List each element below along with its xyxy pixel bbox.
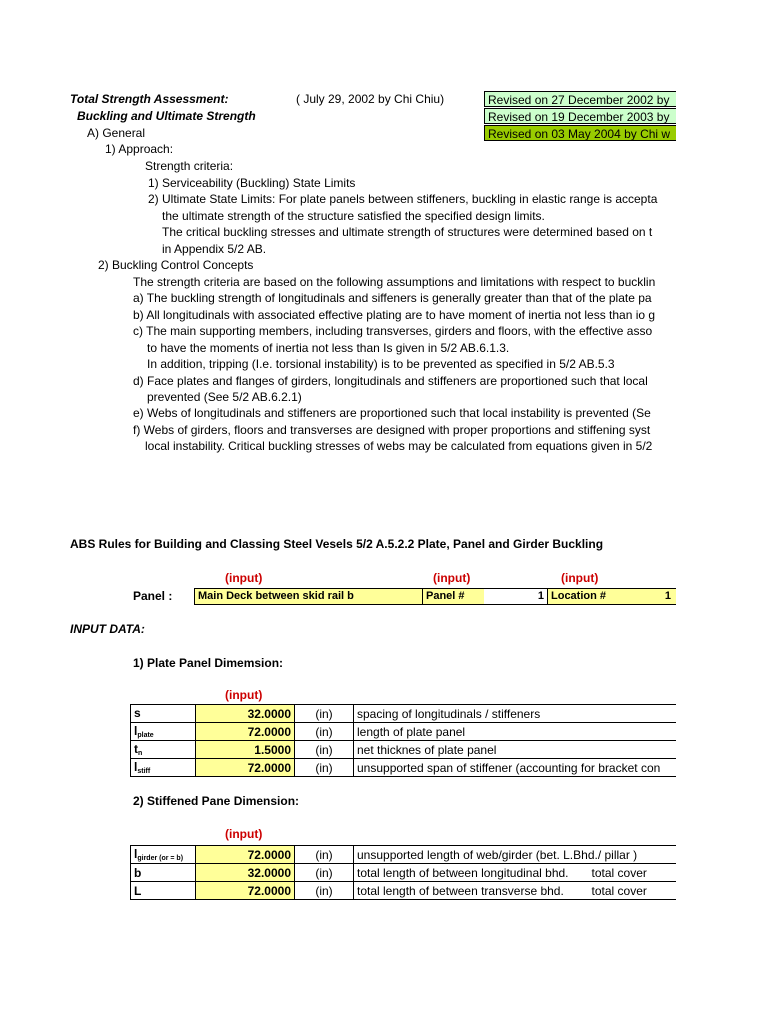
description-cell: length of plate panel (354, 723, 677, 741)
input-tag: (input) (225, 688, 263, 702)
value-input[interactable]: 32.0000 (196, 705, 295, 723)
table-row (131, 864, 677, 882)
table-row (131, 846, 677, 864)
table-row (131, 882, 677, 900)
value-input[interactable]: 72.0000 (196, 759, 295, 777)
symbol-cell: b (131, 864, 196, 882)
value-input[interactable]: 72.0000 (196, 882, 295, 900)
input-tag: (input) (225, 827, 263, 841)
unit-cell: (in) (295, 741, 354, 759)
unit-cell: (in) (295, 846, 354, 864)
symbol-cell: L (131, 882, 196, 900)
description-cell: unsupported span of stiffener (accounting for bracket con (354, 759, 677, 777)
strength-criteria-label: Strength criteria: (145, 159, 234, 173)
input-tag: (input) (433, 571, 471, 585)
general-line: 2) Ultimate State Limits: For plate panels between stiffeners, buckling in elastic range is accepta (148, 192, 658, 206)
panel-name-input[interactable]: Main Deck between skid rail b (194, 588, 423, 605)
panel-label: Panel : (133, 589, 173, 603)
general-line: the ultimate strength of the structure satisfied the specified design limits. (162, 209, 545, 223)
buckling-item: f) Webs of girders, floors and transverses are designed with proper proportions and stiffening syst (133, 423, 651, 437)
rules-title: ABS Rules for Building and Classing Steel Vesels 5/2 A.5.2.2 Plate, Panel and Girder Buckling (70, 537, 604, 551)
general-line: The critical buckling stresses and ultimate strength of structures were determined based on t (162, 225, 653, 239)
page-title: Total Strength Assessment: (70, 92, 229, 106)
symbol-cell: s (131, 705, 196, 723)
stiffened-panel-heading: 2) Stiffened Pane Dimension: (133, 794, 300, 808)
author-date: ( July 29, 2002 by Chi Chiu) (296, 92, 445, 106)
stiffened-panel-table (130, 845, 676, 900)
extra-cell: total cover (589, 882, 677, 900)
description-cell: total length of between longitudinal bhd. (354, 864, 589, 882)
table-row (131, 741, 677, 759)
extra-cell: total cover (589, 864, 677, 882)
buckling-item: In addition, tripping (I.e. torsional instability) is to be prevented as specified in 5/2 AB.5.3 (147, 357, 615, 371)
table-row (131, 759, 677, 777)
revision-note-1: Revised on 27 December 2002 by (484, 91, 676, 107)
symbol-cell: $t_n$ (131, 741, 196, 759)
panel-number-label: Panel # (422, 588, 485, 605)
unit-cell: (in) (295, 864, 354, 882)
general-line: in Appendix 5/2 AB. (162, 242, 267, 256)
buckling-item: a) The buckling strength of longitudinals and siffeners is generally greater than that of the plate pa (133, 291, 652, 305)
panel-number-input[interactable]: 1 (484, 588, 548, 605)
plate-panel-table (130, 704, 676, 777)
buckling-item: c) The main supporting members, including transverses, girders and floors, with the effective asso (133, 324, 653, 338)
location-input[interactable]: 1 (626, 588, 676, 605)
value-input[interactable]: 72.0000 (196, 723, 295, 741)
buckling-item: d) Face plates and flanges of girders, longitudinals and stiffeners are proportioned such that local (133, 374, 648, 388)
unit-cell: (in) (295, 759, 354, 777)
table-row (131, 723, 677, 741)
buckling-item: local instability. Critical buckling stresses of webs may be calculated from equations given in 5/2 (145, 439, 653, 453)
symbol-cell: $l_{stiff}$ (131, 759, 196, 777)
revision-note-3: Revised on 03 May 2004 by Chi w (484, 125, 676, 141)
buckling-item: e) Webs of longitudinals and stiffeners are proportioned such that local instability is prevented (Se (133, 406, 651, 420)
buckling-item: b) All longitudinals with associated effective plating are to have moment of inertia not less than io g (133, 308, 656, 322)
description-cell: spacing of longitudinals / stiffeners (354, 705, 677, 723)
input-tag: (input) (225, 571, 263, 585)
buckling-item: to have the moments of inertia not less than Is given in 5/2 AB.6.1.3. (147, 341, 510, 355)
unit-cell: (in) (295, 723, 354, 741)
buckling-heading: 2) Buckling Control Concepts (98, 258, 254, 272)
buckling-item: prevented (See 5/2 AB.6.2.1) (147, 390, 302, 404)
description-cell: total length of between transverse bhd. (354, 882, 589, 900)
value-input[interactable]: 32.0000 (196, 864, 295, 882)
page-subtitle: Buckling and Ultimate Strength (77, 109, 256, 123)
description-cell: unsupported length of web/girder (bet. L.Bhd./ pillar ) (354, 846, 677, 864)
symbol-cell: $l_{plate}$ (131, 723, 196, 741)
general-line: 1) Serviceability (Buckling) State Limits (148, 176, 356, 190)
input-tag: (input) (561, 571, 599, 585)
plate-panel-heading: 1) Plate Panel Dimemsion: (133, 656, 284, 670)
value-input[interactable]: 72.0000 (196, 846, 295, 864)
buckling-intro: The strength criteria are based on the following assumptions and limitations with respect to bucklin (133, 275, 656, 289)
symbol-cell: $l_{girder (or = b)}$ (131, 846, 196, 864)
table-row (131, 705, 677, 723)
approach-heading: 1) Approach: (105, 142, 174, 156)
section-general-heading: A) General (87, 126, 146, 140)
unit-cell: (in) (295, 705, 354, 723)
value-input[interactable]: 1.5000 (196, 741, 295, 759)
input-data-heading: INPUT DATA: (70, 622, 145, 636)
description-cell: net thicknes of plate panel (354, 741, 677, 759)
location-label: Location # (547, 588, 627, 605)
unit-cell: (in) (295, 882, 354, 900)
revision-note-2: Revised on 19 December 2003 by (484, 108, 676, 124)
